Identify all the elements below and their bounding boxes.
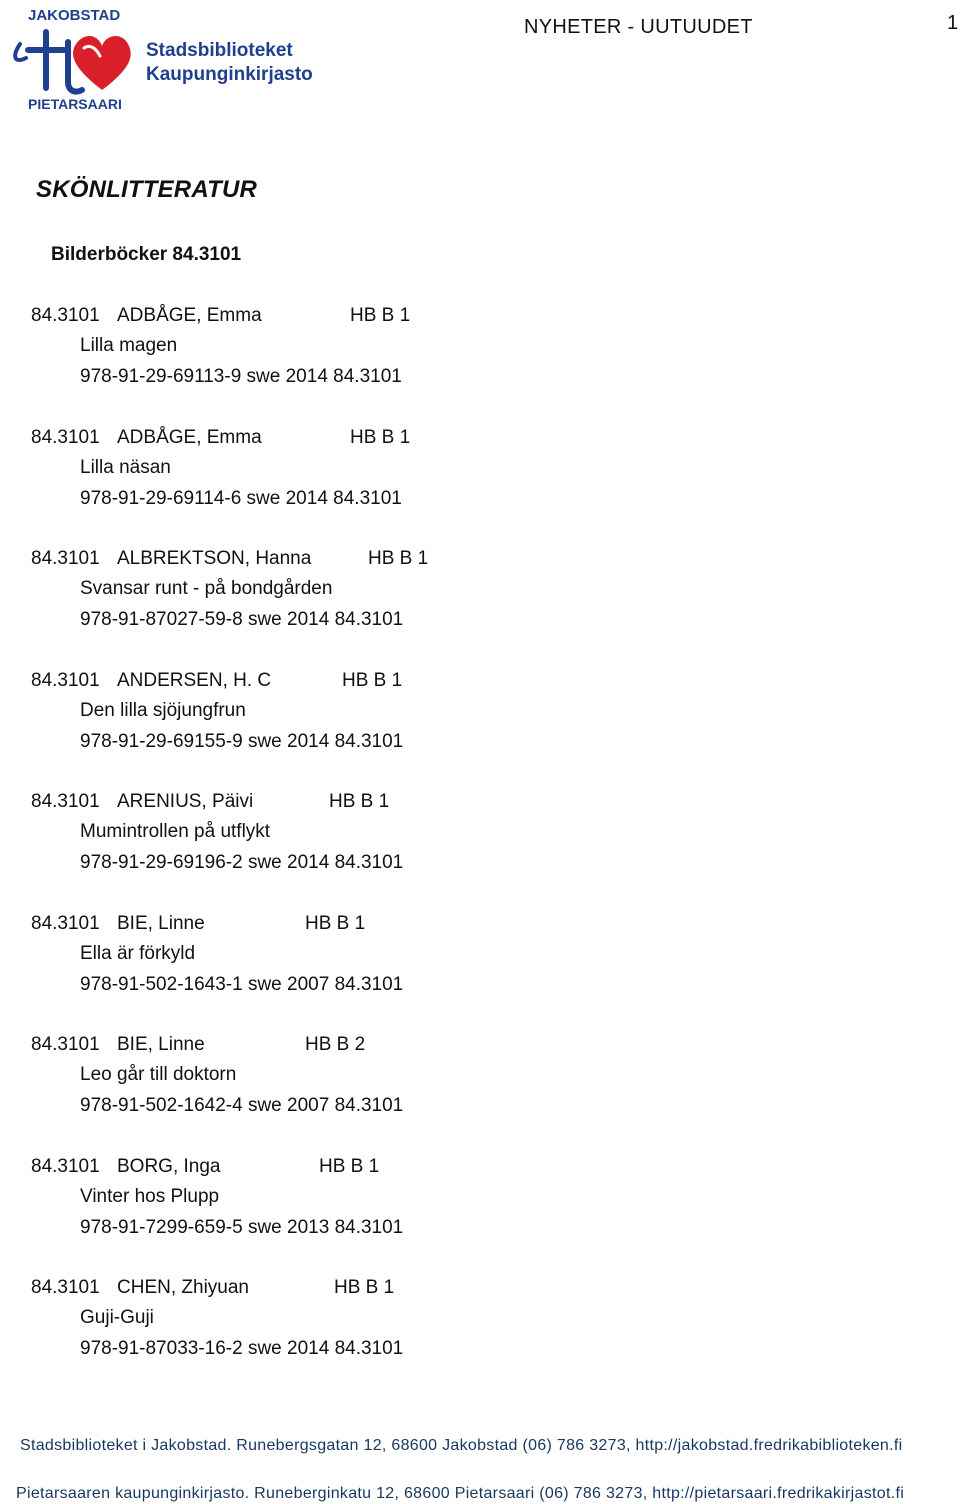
entry-shelf: HB B 2 — [305, 1034, 366, 1055]
book-entry — [31, 1273, 403, 1364]
entry-class-code: 84.3101 — [31, 1277, 100, 1298]
entry-shelf: HB B 1 — [368, 548, 429, 569]
subsection-heading: Bilderböcker 84.3101 — [51, 244, 242, 265]
book-entry — [31, 301, 411, 392]
footer-finnish: Pietarsaaren kaupunginkirjasto. Runeberginkatu 12, 68600 Pietarsaari (06) 786 3273, http://pietarsaari.fredrikakirjastot.fi — [16, 1485, 905, 1502]
entry-meta: 978-91-29-69196-2 swe 2014 84.3101 — [80, 851, 404, 873]
entry-author: BIE, Linne — [117, 913, 205, 934]
entry-author: ADBÅGE, Emma — [117, 427, 262, 448]
entry-shelf: HB B 1 — [319, 1156, 380, 1177]
book-entry — [31, 787, 403, 878]
entry-author: ARENIUS, Päivi — [117, 791, 254, 812]
entry-title: Ella är förkyld — [80, 943, 196, 965]
book-entry — [31, 423, 411, 514]
entry-author: BIE, Linne — [117, 1034, 205, 1055]
entry-meta: 978-91-29-69113-9 swe 2014 84.3101 — [80, 365, 402, 387]
book-entry — [31, 666, 403, 757]
book-entry — [31, 1030, 403, 1121]
library-logo-graphic — [6, 4, 316, 112]
entry-class-code: 84.3101 — [31, 305, 100, 326]
entry-meta: 978-91-29-69155-9 swe 2014 84.3101 — [80, 730, 404, 752]
entry-title: Guji-Guji — [80, 1307, 154, 1329]
entry-meta: 978-91-87033-16-2 swe 2014 84.3101 — [80, 1337, 404, 1359]
entry-title: Den lilla sjöjungfrun — [80, 700, 246, 722]
entry-shelf: HB B 1 — [350, 305, 411, 326]
entry-title: Svansar runt - på bondgården — [80, 578, 333, 600]
entry-meta: 978-91-29-69114-6 swe 2014 84.3101 — [80, 487, 402, 509]
logo-line2: Kaupunginkirjasto — [146, 64, 313, 85]
entry-author: BORG, Inga — [117, 1156, 221, 1177]
entry-meta: 978-91-7299-659-5 swe 2013 84.3101 — [80, 1216, 404, 1238]
section-heading: SKÖNLITTERATUR — [36, 176, 258, 203]
entry-shelf: HB B 1 — [334, 1277, 395, 1298]
entry-author: ADBÅGE, Emma — [117, 305, 262, 326]
entry-title: Mumintrollen på utflykt — [80, 821, 271, 843]
entry-shelf: HB B 1 — [342, 670, 403, 691]
entry-class-code: 84.3101 — [31, 427, 100, 448]
entry-class-code: 84.3101 — [31, 548, 100, 569]
entry-class-code: 84.3101 — [31, 791, 100, 812]
entry-title: Vinter hos Plupp — [80, 1186, 220, 1208]
footer-swedish: Stadsbiblioteket i Jakobstad. Runebergsgatan 12, 68600 Jakobstad (06) 786 3273, http://jakobstad.fredrikabiblioteken.fi — [20, 1437, 903, 1454]
book-entry — [31, 544, 429, 635]
entry-author: ANDERSEN, H. C — [117, 670, 272, 691]
entry-author: CHEN, Zhiyuan — [117, 1277, 249, 1298]
entry-shelf: HB B 1 — [305, 913, 366, 934]
entry-class-code: 84.3101 — [31, 1156, 100, 1177]
entry-class-code: 84.3101 — [31, 1034, 100, 1055]
entry-class-code: 84.3101 — [31, 670, 100, 691]
entry-meta: 978-91-502-1642-4 swe 2007 84.3101 — [80, 1094, 404, 1116]
logo-bottom-text: PIETARSAARI — [28, 96, 122, 112]
entry-class-code: 84.3101 — [31, 913, 100, 934]
page-number: 1 — [947, 12, 959, 34]
entry-title: Lilla näsan — [80, 457, 171, 479]
entry-shelf: HB B 1 — [329, 791, 390, 812]
entry-author: ALBREKTSON, Hanna — [117, 548, 312, 569]
entry-meta: 978-91-502-1643-1 swe 2007 84.3101 — [80, 973, 404, 995]
heart-icon — [73, 36, 131, 90]
book-entry — [31, 909, 403, 1000]
entry-title: Lilla magen — [80, 335, 178, 357]
entry-shelf: HB B 1 — [350, 427, 411, 448]
library-logo — [6, 4, 316, 112]
logo-line1: Stadsbiblioteket — [146, 40, 293, 61]
entry-title: Leo går till doktorn — [80, 1064, 237, 1086]
entry-meta: 978-91-87027-59-8 swe 2014 84.3101 — [80, 608, 404, 630]
book-entry — [31, 1152, 403, 1243]
page-header-title: NYHETER - UUTUUDET — [524, 16, 753, 38]
logo-top-text: JAKOBSTAD — [28, 7, 121, 24]
